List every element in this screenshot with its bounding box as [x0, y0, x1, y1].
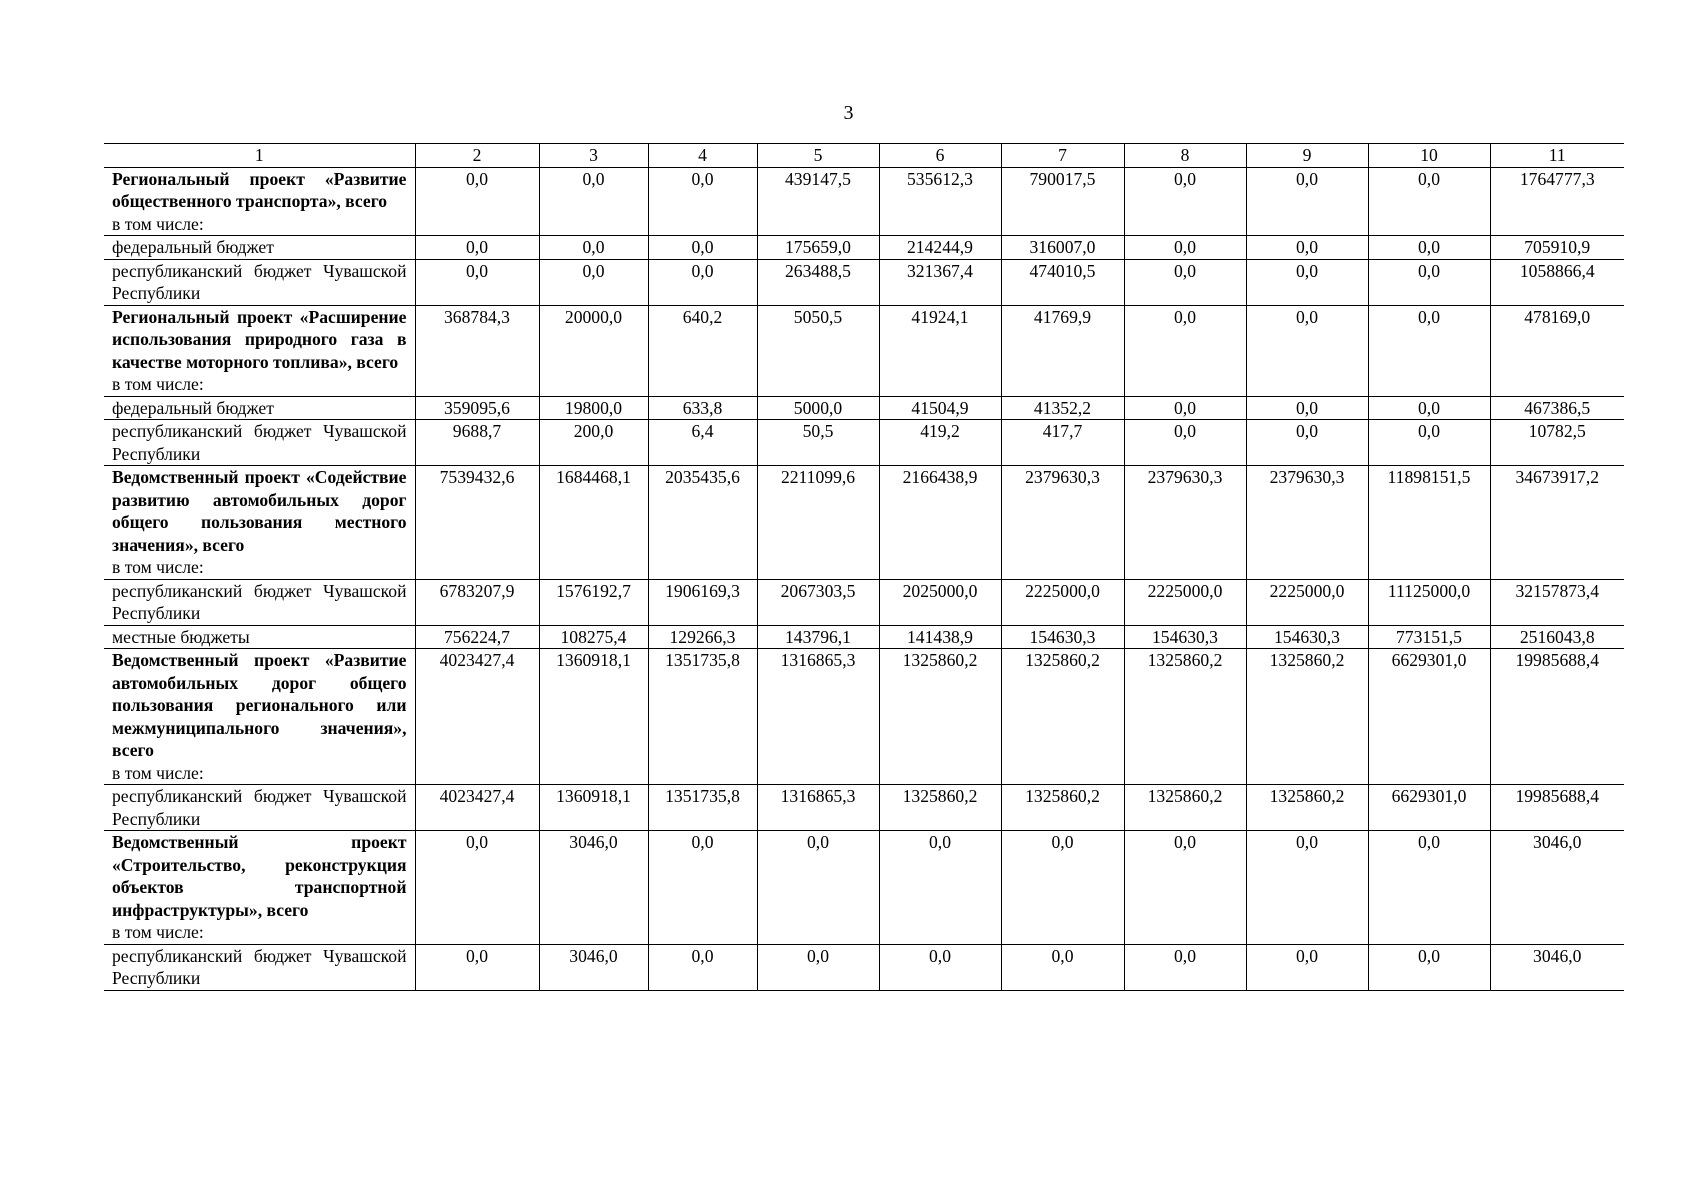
value-cell: 154630,3 — [1246, 625, 1368, 649]
value-cell: 1351735,8 — [648, 649, 757, 785]
project-name-cell — [104, 649, 415, 785]
budget-source-row — [104, 236, 1624, 260]
budget-source-cell: республиканский бюджет Чувашской Республики — [104, 785, 415, 831]
value-cell: 2225000,0 — [1124, 579, 1246, 625]
budget-source-row — [104, 944, 1624, 990]
value-cell: 1325860,2 — [1001, 785, 1124, 831]
project-title: Региональный проект «Развитие общественного транспорта», всего — [112, 168, 407, 211]
value-cell: 2225000,0 — [1001, 579, 1124, 625]
value-cell: 1360918,1 — [539, 649, 648, 785]
value-cell: 0,0 — [1368, 831, 1490, 945]
project-row — [104, 466, 1624, 580]
value-cell: 0,0 — [1368, 259, 1490, 305]
budget-source-row — [104, 625, 1624, 649]
column-header: 8 — [1124, 144, 1246, 168]
value-cell: 3046,0 — [539, 831, 648, 945]
value-cell: 11898151,5 — [1368, 466, 1490, 580]
value-cell: 1325860,2 — [879, 785, 1001, 831]
value-cell: 41504,9 — [879, 396, 1001, 420]
column-header: 1 — [104, 144, 415, 168]
value-cell: 321367,4 — [879, 259, 1001, 305]
value-cell: 0,0 — [539, 167, 648, 236]
value-cell: 790017,5 — [1001, 167, 1124, 236]
value-cell: 0,0 — [1124, 167, 1246, 236]
value-cell: 143796,1 — [757, 625, 879, 649]
value-cell: 2379630,3 — [1124, 466, 1246, 580]
project-name-cell — [104, 305, 415, 396]
value-cell: 0,0 — [1246, 420, 1368, 466]
value-cell: 0,0 — [757, 831, 879, 945]
budget-source-row — [104, 785, 1624, 831]
value-cell: 478169,0 — [1490, 305, 1624, 396]
value-cell: 0,0 — [1368, 167, 1490, 236]
value-cell: 41924,1 — [879, 305, 1001, 396]
value-cell: 6629301,0 — [1368, 785, 1490, 831]
value-cell: 1360918,1 — [539, 785, 648, 831]
value-cell: 0,0 — [1368, 944, 1490, 990]
column-number-header-row — [104, 144, 1624, 168]
budget-source-cell: республиканский бюджет Чувашской Республики — [104, 420, 415, 466]
project-title: Ведомственный проект «Строительство, реконструкция объектов транспортной инфраструктуры», всего — [112, 832, 407, 920]
value-cell: 41352,2 — [1001, 396, 1124, 420]
value-cell: 19800,0 — [539, 396, 648, 420]
value-cell: 5050,5 — [757, 305, 879, 396]
value-cell: 1906169,3 — [648, 579, 757, 625]
project-title: Ведомственный проект «Развитие автомобильных дорог общего пользования регионального или межмуниципального значения», всего — [112, 650, 407, 760]
value-cell: 1325860,2 — [1001, 649, 1124, 785]
value-cell: 640,2 — [648, 305, 757, 396]
value-cell: 0,0 — [1124, 236, 1246, 260]
value-cell: 154630,3 — [1124, 625, 1246, 649]
column-header: 6 — [879, 144, 1001, 168]
value-cell: 0,0 — [415, 831, 539, 945]
value-cell: 108275,4 — [539, 625, 648, 649]
value-cell: 2035435,6 — [648, 466, 757, 580]
value-cell: 419,2 — [879, 420, 1001, 466]
value-cell: 1316865,3 — [757, 785, 879, 831]
budget-table-body — [104, 167, 1624, 990]
page-number: 3 — [843, 102, 854, 124]
value-cell: 1325860,2 — [879, 649, 1001, 785]
value-cell: 0,0 — [1368, 396, 1490, 420]
value-cell: 0,0 — [879, 831, 1001, 945]
value-cell: 6783207,9 — [415, 579, 539, 625]
value-cell: 1325860,2 — [1246, 785, 1368, 831]
value-cell: 2211099,6 — [757, 466, 879, 580]
including-note: в том числе: — [112, 374, 204, 394]
value-cell: 41769,9 — [1001, 305, 1124, 396]
value-cell: 0,0 — [648, 259, 757, 305]
value-cell: 0,0 — [1246, 259, 1368, 305]
value-cell: 0,0 — [1124, 420, 1246, 466]
value-cell: 263488,5 — [757, 259, 879, 305]
value-cell: 34673917,2 — [1490, 466, 1624, 580]
value-cell: 0,0 — [1124, 259, 1246, 305]
budget-table — [104, 143, 1624, 991]
value-cell: 359095,6 — [415, 396, 539, 420]
project-title: Ведомственный проект «Содействие развитию автомобильных дорог общего пользования местного значения», всего — [112, 467, 407, 555]
value-cell: 0,0 — [1124, 944, 1246, 990]
value-cell: 0,0 — [1001, 831, 1124, 945]
value-cell: 1325860,2 — [1124, 785, 1246, 831]
value-cell: 4023427,4 — [415, 649, 539, 785]
budget-source-row — [104, 259, 1624, 305]
value-cell: 2025000,0 — [879, 579, 1001, 625]
value-cell: 2516043,8 — [1490, 625, 1624, 649]
value-cell: 129266,3 — [648, 625, 757, 649]
including-note: в том числе: — [112, 557, 204, 577]
value-cell: 467386,5 — [1490, 396, 1624, 420]
column-header: 10 — [1368, 144, 1490, 168]
column-header: 11 — [1490, 144, 1624, 168]
value-cell: 0,0 — [879, 944, 1001, 990]
value-cell: 0,0 — [648, 944, 757, 990]
value-cell: 0,0 — [1368, 305, 1490, 396]
value-cell: 0,0 — [1124, 396, 1246, 420]
value-cell: 316007,0 — [1001, 236, 1124, 260]
value-cell: 417,7 — [1001, 420, 1124, 466]
value-cell: 0,0 — [1368, 236, 1490, 260]
value-cell: 19985688,4 — [1490, 649, 1624, 785]
value-cell: 0,0 — [415, 944, 539, 990]
value-cell: 2225000,0 — [1246, 579, 1368, 625]
value-cell: 773151,5 — [1368, 625, 1490, 649]
project-row — [104, 167, 1624, 236]
project-name-cell — [104, 831, 415, 945]
value-cell: 0,0 — [648, 831, 757, 945]
project-row — [104, 305, 1624, 396]
value-cell: 0,0 — [1124, 831, 1246, 945]
project-title: Региональный проект «Расширение использования природного газа в качестве моторного топлива», всего — [112, 306, 407, 372]
value-cell: 1058866,4 — [1490, 259, 1624, 305]
column-header: 2 — [415, 144, 539, 168]
budget-source-row — [104, 396, 1624, 420]
value-cell: 0,0 — [1246, 944, 1368, 990]
budget-source-cell: местные бюджеты — [104, 625, 415, 649]
value-cell: 214244,9 — [879, 236, 1001, 260]
column-header: 7 — [1001, 144, 1124, 168]
value-cell: 141438,9 — [879, 625, 1001, 649]
value-cell: 0,0 — [757, 944, 879, 990]
value-cell: 2166438,9 — [879, 466, 1001, 580]
value-cell: 535612,3 — [879, 167, 1001, 236]
value-cell: 0,0 — [1246, 831, 1368, 945]
value-cell: 439147,5 — [757, 167, 879, 236]
column-header: 9 — [1246, 144, 1368, 168]
project-row — [104, 649, 1624, 785]
budget-source-cell: федеральный бюджет — [104, 396, 415, 420]
budget-source-row — [104, 579, 1624, 625]
value-cell: 0,0 — [415, 259, 539, 305]
value-cell: 3046,0 — [1490, 944, 1624, 990]
value-cell: 0,0 — [648, 236, 757, 260]
budget-source-row — [104, 420, 1624, 466]
value-cell: 5000,0 — [757, 396, 879, 420]
budget-source-cell: федеральный бюджет — [104, 236, 415, 260]
value-cell: 1316865,3 — [757, 649, 879, 785]
value-cell: 3046,0 — [539, 944, 648, 990]
value-cell: 7539432,6 — [415, 466, 539, 580]
budget-source-cell: республиканский бюджет Чувашской Республики — [104, 944, 415, 990]
column-header: 5 — [757, 144, 879, 168]
including-note: в том числе: — [112, 762, 204, 783]
value-cell: 9688,7 — [415, 420, 539, 466]
project-name-cell — [104, 466, 415, 580]
value-cell: 0,0 — [648, 167, 757, 236]
value-cell: 0,0 — [1001, 944, 1124, 990]
value-cell: 0,0 — [1246, 305, 1368, 396]
value-cell: 2379630,3 — [1001, 466, 1124, 580]
project-row — [104, 831, 1624, 945]
value-cell: 1576192,7 — [539, 579, 648, 625]
value-cell: 6,4 — [648, 420, 757, 466]
value-cell: 175659,0 — [757, 236, 879, 260]
value-cell: 756224,7 — [415, 625, 539, 649]
value-cell: 1684468,1 — [539, 466, 648, 580]
value-cell: 1325860,2 — [1124, 649, 1246, 785]
value-cell: 0,0 — [1246, 236, 1368, 260]
value-cell: 2379630,3 — [1246, 466, 1368, 580]
value-cell: 10782,5 — [1490, 420, 1624, 466]
value-cell: 0,0 — [415, 167, 539, 236]
value-cell: 368784,3 — [415, 305, 539, 396]
value-cell: 3046,0 — [1490, 831, 1624, 945]
value-cell: 1325860,2 — [1246, 649, 1368, 785]
value-cell: 705910,9 — [1490, 236, 1624, 260]
value-cell: 20000,0 — [539, 305, 648, 396]
budget-source-cell: республиканский бюджет Чувашской Республики — [104, 579, 415, 625]
value-cell: 474010,5 — [1001, 259, 1124, 305]
value-cell: 19985688,4 — [1490, 785, 1624, 831]
value-cell: 0,0 — [1246, 167, 1368, 236]
value-cell: 0,0 — [1124, 305, 1246, 396]
value-cell: 2067303,5 — [757, 579, 879, 625]
value-cell: 11125000,0 — [1368, 579, 1490, 625]
value-cell: 633,8 — [648, 396, 757, 420]
value-cell: 0,0 — [1246, 396, 1368, 420]
value-cell: 1764777,3 — [1490, 167, 1624, 236]
value-cell: 0,0 — [539, 259, 648, 305]
project-name-cell — [104, 167, 415, 236]
value-cell: 4023427,4 — [415, 785, 539, 831]
column-header: 3 — [539, 144, 648, 168]
value-cell: 50,5 — [757, 420, 879, 466]
including-note: в том числе: — [112, 213, 204, 234]
value-cell: 0,0 — [415, 236, 539, 260]
budget-source-cell: республиканский бюджет Чувашской Республики — [104, 259, 415, 305]
value-cell: 200,0 — [539, 420, 648, 466]
value-cell: 154630,3 — [1001, 625, 1124, 649]
value-cell: 6629301,0 — [1368, 649, 1490, 785]
value-cell: 1351735,8 — [648, 785, 757, 831]
including-note: в том числе: — [112, 922, 204, 942]
value-cell: 0,0 — [1368, 420, 1490, 466]
value-cell: 0,0 — [539, 236, 648, 260]
value-cell: 32157873,4 — [1490, 579, 1624, 625]
column-header: 4 — [648, 144, 757, 168]
